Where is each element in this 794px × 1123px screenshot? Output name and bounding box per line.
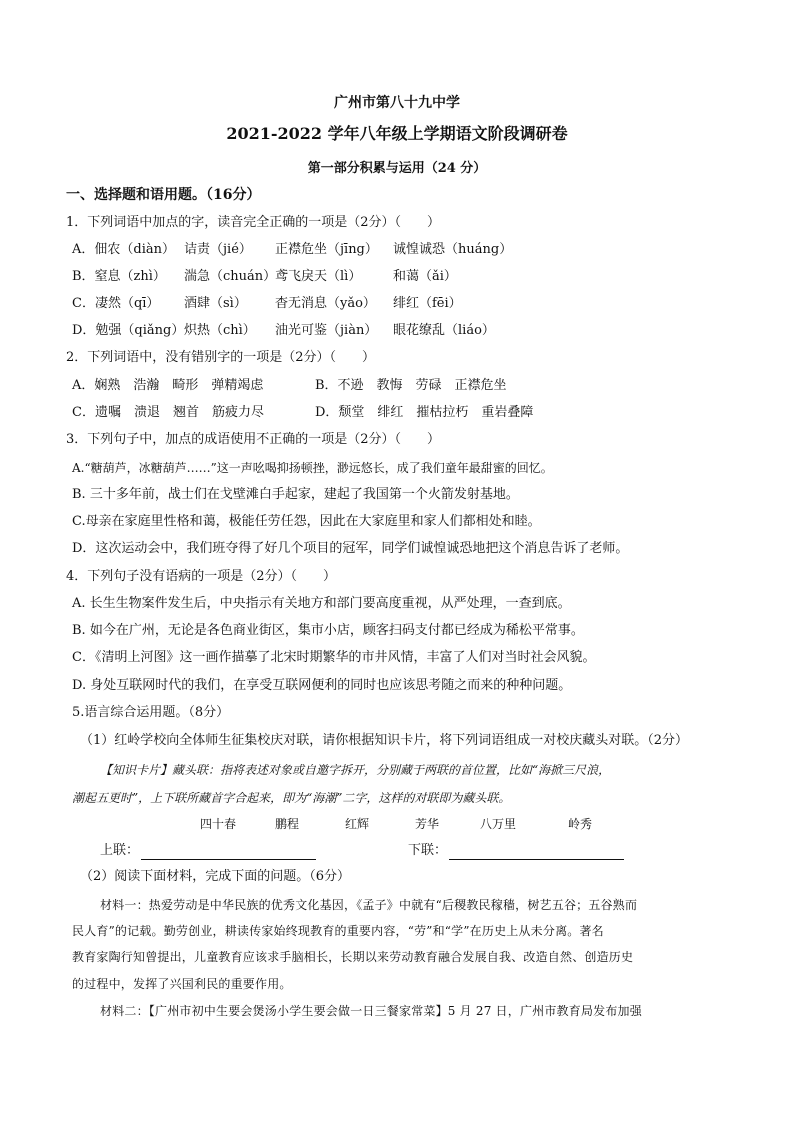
q2-stem: 2．下列词语中，没有错别字的一项是（2分）（ ） (66, 350, 376, 365)
q1-option-a-4: 诚惶诚恐（huáng） (393, 242, 513, 257)
q5-sub2: （2）阅读下面材料，完成下面的问题。（6分） (80, 869, 351, 884)
q1-option-c-2: 酒肆（sì） (184, 296, 247, 311)
lower-couplet-blank[interactable] (449, 845, 624, 860)
material-1-line-3: 教育家陶行知曾提出，儿童教育应该求手脑相长，长期以来劳动教育融合发展自我、改造自然、创造历史 (72, 950, 634, 964)
q1-stem: 1．下列词语中加点的字，读音完全正确的一项是（2分）（ ） (66, 215, 441, 230)
upper-couplet-field[interactable] (100, 842, 316, 860)
material-1-line-1: 材料一：热爱劳动是中华民族的优秀文化基因，《孟子》中就有“后稷教民稼穑，树艺五谷；五谷熟而 (100, 898, 638, 912)
q2-option-c: C．遗嘱 溃退 翘首 筋疲力尽 (72, 405, 264, 420)
q4-option-d: D. 身处互联网时代的我们，在享受互联网便利的同时也应该思考随之而来的种种问题。 (72, 678, 572, 693)
q1-option-c-4: 绯红（fēi） (393, 296, 462, 311)
material-1-line-4: 的过程中，发挥了兴国利民的重要作用。 (72, 977, 292, 991)
q4-stem: 4．下列句子没有语病的一项是（2分）（ ） (66, 569, 337, 584)
material-2-line-1: 材料二：【广州市初中生要会煲汤小学生要会做一日三餐家常菜】5 月 27 日，广州市教育局发布加强 (100, 1004, 642, 1018)
knowledge-card-line-1: 【知识卡片】藏头联：指将表述对象或自邀字拆开，分别藏于两联的首位置，比如“海掀三尺浪， (100, 763, 611, 777)
q4-option-b: B. 如今在广州，无论是各色商业街区，集市小店，顾客扫码支付都已经成为稀松平常事。 (72, 623, 584, 638)
q5-sub1: （1）红岭学校向全体师生征集校庆对联，请你根据知识卡片，将下列词语组成一对校庆藏头对联。（2分） (80, 733, 689, 748)
lower-couplet-field[interactable] (408, 842, 624, 860)
q1-option-b-3: 鸢飞戾天（lì） (275, 269, 362, 284)
upper-couplet-blank[interactable] (141, 845, 316, 860)
word-4: 芳华 (415, 817, 440, 831)
q2-option-b: B．不逊 教悔 劳碌 正襟危坐 (315, 378, 507, 393)
q1-option-a-1: A．佃农（diàn） (72, 242, 175, 257)
word-2: 鹏程 (275, 817, 300, 831)
part-title: 第一部分积累与运用（24 分） (307, 161, 487, 176)
q4-option-a: A. 长生生物案件发生后，中央指示有关地方和部门要高度重视，从严处理，一查到底。 (72, 596, 571, 611)
q1-option-b-1: B．窒息（zhì） (72, 269, 166, 284)
q1-option-b-2: 湍急（chuán） (184, 269, 277, 284)
word-5: 八万里 (480, 817, 517, 831)
word-3: 红辉 (345, 817, 370, 831)
q3-option-d: D．这次运动会中，我们班夺得了好几个项目的冠军，同学们诚惶诚恐地把这个消息告诉了老师。 (72, 541, 629, 556)
upper-couplet-label: 上联： (100, 843, 140, 858)
q1-option-c-1: C．凄然（qī） (72, 296, 160, 311)
q1-option-d-1: D．勉强（qiǎng） (72, 323, 185, 338)
q2-option-d: D．颓堂 绯红 摧枯拉朽 重岩叠障 (315, 405, 534, 420)
q2-option-a: A．娴熟 浩瀚 畸形 弹精竭虑 (72, 378, 264, 393)
q3-option-c: C.母亲在家庭里性格和蔼，极能任劳任怨，因此在大家庭里和家人们都相处和睦。 (72, 514, 541, 529)
q3-stem: 3．下列句子中，加点的成语使用不正确的一项是（2分）（ ） (66, 432, 441, 447)
q1-option-a-2: 诘责（jié） (184, 242, 252, 257)
q1-option-c-3: 杳无消息（yǎo） (275, 296, 376, 311)
q1-option-a-3: 正襟危坐（jīng） (275, 242, 378, 257)
exam-title: 2021-2022 学年八年级上学期语文阶段调研卷 (226, 124, 568, 143)
knowledge-card-line-2: 潮起五更时”，上下联所藏首字合起来，即为“海潮”二字，这样的对联即为藏头联。 (72, 791, 511, 805)
word-1: 四十春 (200, 817, 237, 831)
q1-option-b-4: 和蔼（ǎi） (393, 269, 457, 284)
q4-option-c: C．《清明上河图》这一画作描摹了北宋时期繁华的市井风情，丰富了人们对当时社会风貌。 (72, 650, 596, 665)
q1-option-d-4: 眼花缭乱（liáo） (393, 323, 495, 338)
school-name: 广州市第八十九中学 (334, 95, 460, 111)
lower-couplet-label: 下联： (408, 843, 448, 858)
material-1-line-2: 民人育”的记载。勤劳创业，耕读传家始终现教育的重要内容，“劳”和“学”在历史上从未分离。著名 (72, 924, 604, 938)
q3-option-a: A.“糖葫芦，冰糖葫芦……”这一声吆喝抑扬顿挫，渺远悠长，成了我们童年最甜蜜的回忆。 (72, 461, 553, 475)
section-title: 一、选择题和语用题。（16分） (66, 187, 261, 203)
q1-option-d-2: 炽热（chì） (184, 323, 256, 338)
q3-option-b: B. 三十多年前，战士们在戈壁滩白手起家，建起了我国第一个火箭发射基地。 (72, 487, 519, 502)
q1-option-d-3: 油光可鉴（jiàn） (275, 323, 378, 338)
word-6: 岭秀 (568, 817, 593, 831)
q5-stem: 5.语言综合运用题。（8分） (72, 705, 230, 720)
